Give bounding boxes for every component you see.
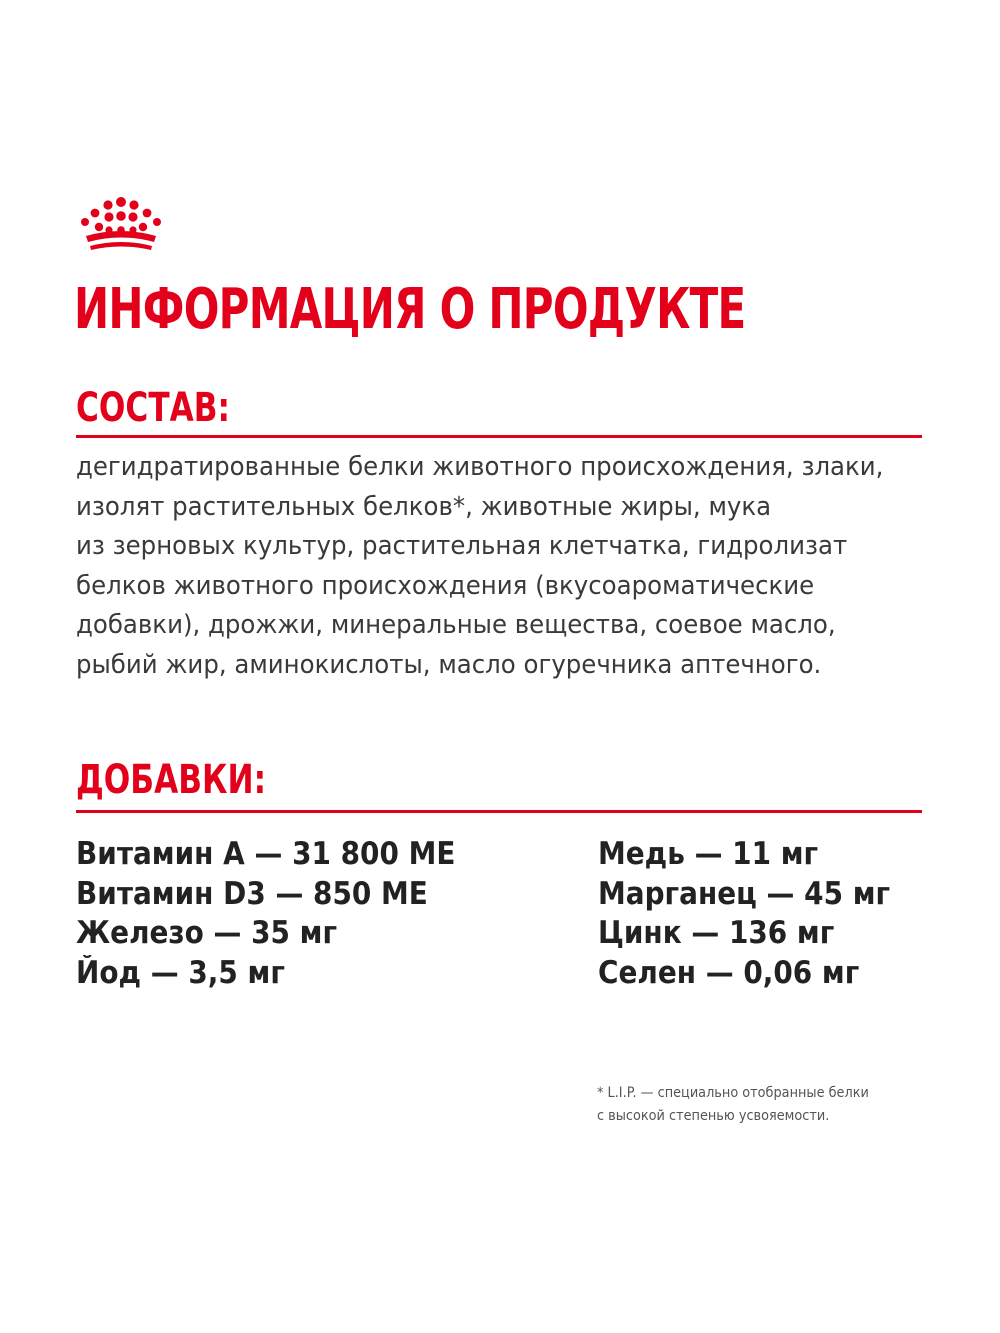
footnote-line: с высокой степенью усвояемости. <box>597 1108 830 1124</box>
additives-divider <box>76 810 922 813</box>
page-title: ИНФОРМАЦИЯ О ПРОДУКТЕ <box>74 277 746 342</box>
footnote-line: * L.I.P. — специально отобранные белки <box>597 1085 869 1101</box>
additives-heading: ДОБАВКИ: <box>76 757 267 803</box>
additive-item: Железо — 35 мг <box>76 915 338 951</box>
composition-line: добавки), дрожжи, минеральные вещества, соевое масло, <box>76 610 836 640</box>
composition-line: рыбий жир, аминокислоты, масло огуречника аптечного. <box>76 649 822 680</box>
composition-text <box>76 448 922 685</box>
additive-item: Йод — 3,5 мг <box>76 954 285 991</box>
composition-heading: СОСТАВ: <box>76 385 231 431</box>
additives-right-column <box>598 835 923 993</box>
crown-icon <box>78 196 164 254</box>
additive-item: Витамин А — 31 800 МЕ <box>76 836 456 872</box>
composition-line: изолят растительных белков*, животные жиры, мука <box>76 491 772 522</box>
footnote <box>597 1082 869 1128</box>
composition-divider <box>76 435 922 438</box>
additive-item: Селен — 0,06 мг <box>598 954 860 991</box>
additives-list <box>76 835 956 1005</box>
additive-item: Цинк — 136 мг <box>598 915 835 951</box>
composition-line: из зерновых культур, растительная клетчатка, гидролизат <box>76 531 848 561</box>
composition-line: дегидратированные белки животного происхождения, злаки, <box>76 452 884 482</box>
additive-item: Медь — 11 мг <box>598 836 819 872</box>
additive-item: Марганец — 45 мг <box>598 875 891 912</box>
additive-item: Витамин D3 — 850 МЕ <box>76 875 428 912</box>
additives-left-column <box>76 835 498 993</box>
composition-line: белков животного происхождения (вкусоароматические <box>76 570 815 601</box>
